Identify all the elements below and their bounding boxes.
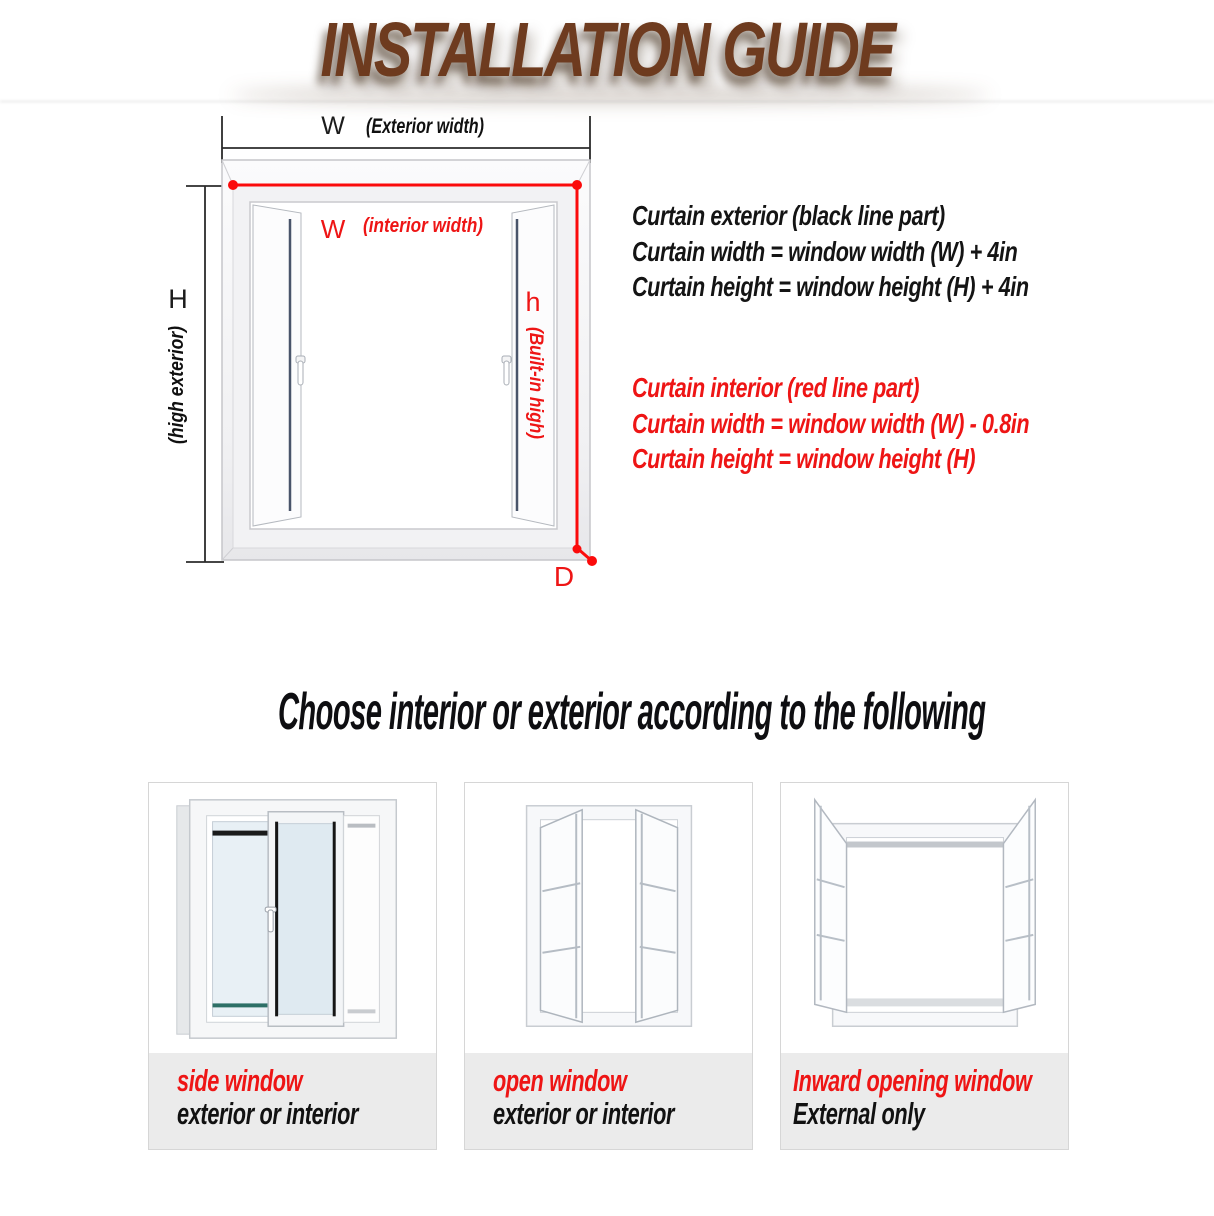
window-type-note: External only [793,1096,925,1131]
window-type-note: exterior or interior [493,1096,675,1131]
window-type-name: open window [493,1063,627,1098]
interior-width-label: (interior width) [363,215,484,237]
exterior-height-label: (high exterior) [166,309,188,444]
window-type-cards [148,782,1069,1150]
page-title-wrap [0,7,1214,93]
open-window-illustration [465,783,752,1053]
window-measurement-diagram [150,100,650,640]
left-sash [253,205,305,526]
window-type-card-side [148,782,437,1150]
exterior-height-letter: H [168,284,188,314]
exterior-width-letter: W [321,112,345,140]
curtain-exterior-note [632,198,1147,305]
note-line: Curtain height = window height (H) + 4in [632,271,1029,302]
depth-letter: D [553,561,575,592]
window-type-name: Inward opening window [793,1063,1032,1098]
section-heading-wrap [0,682,1214,742]
inward-window-caption [781,1053,1068,1149]
note-line: Curtain interior (red line part) [632,372,920,403]
open-window-caption [465,1053,752,1149]
builtin-height-label: (Built-in high) [525,327,546,451]
page-title: INSTALLATION GUIDE [320,7,894,93]
curtain-interior-note [632,370,1148,477]
inward-window-illustration [781,783,1068,1053]
window-type-card-open [464,782,753,1150]
interior-width-letter: W [320,214,346,244]
note-line: Curtain width = window width (W) - 0.8in [632,407,1030,439]
builtin-height-letter: h [525,287,541,317]
exterior-height-dimension [186,186,224,562]
window-type-name: side window [177,1063,303,1098]
note-line: Curtain height = window height (H) [632,443,976,474]
note-line: Curtain exterior (black line part) [632,200,945,231]
window-type-card-inward [780,782,1069,1150]
side-window-illustration [149,783,436,1053]
exterior-width-label: (Exterior width) [366,115,484,138]
window-type-note: exterior or interior [177,1096,359,1131]
side-window-caption [149,1053,436,1149]
note-line: Curtain width = window width (W) + 4in [632,235,1018,267]
section-heading: Choose interior or exterior according to the following [277,683,986,741]
